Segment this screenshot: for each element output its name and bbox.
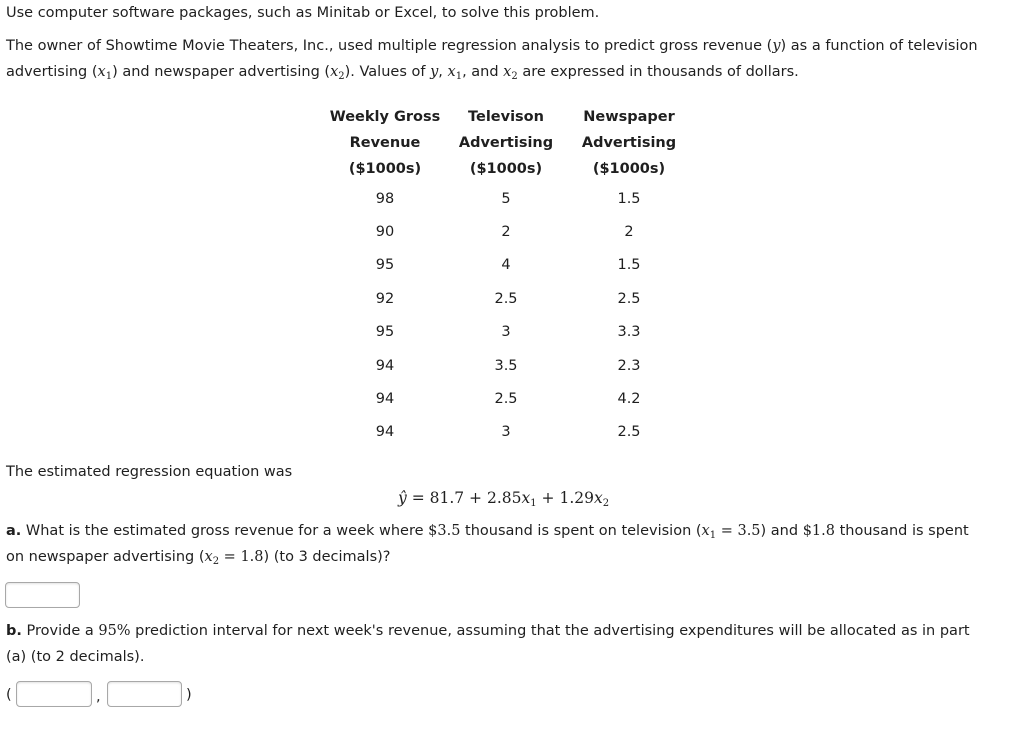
eq-intercept: 81.7 (429, 489, 465, 507)
part-a-line-2: on newspaper advertising $(x_2 = 1.8)$ (to 3 decimals)? (6, 549, 391, 567)
x1-value: 3.5 (737, 523, 761, 539)
interval-separator: , (96, 689, 101, 705)
var-x1: x (97, 64, 106, 80)
var-x2-2: x (503, 64, 512, 80)
estimated-equation-label: The estimated regression equation was (6, 464, 293, 480)
np-amount: $1.8 (802, 523, 835, 539)
table-header-row (322, 104, 694, 182)
part-b-upper-input[interactable] (107, 681, 182, 707)
part-a-line-1: a. What is the estimated gross revenue for a week where $3.5 thousand is spent on television $(x_1 = 3.5)$ and $1.8 thousand is spent (6, 523, 969, 541)
regression-equation: ŷ = $81.7 + 2.85x_1 + 1.29x_2$ (398, 489, 610, 509)
intro-text-2b: ) and newspaper advertising ( (112, 64, 331, 80)
intro-text-2e: are expressed in thousands of dollars. (517, 64, 799, 80)
confidence-percent: 95% (98, 623, 131, 639)
table-row: 92 2.5 2.5 (375, 290, 641, 307)
table-row: 94 3.5 2.3 (375, 357, 641, 374)
x2-value: 1.8 (240, 549, 264, 565)
intro-text-2d: , and (462, 64, 504, 80)
table-row: 95 4 1.5 (375, 257, 641, 274)
intro-text-1a: The owner of Showtime Movie Theaters, Inc., used multiple regression analysis to predict gross revenue ( (6, 38, 773, 54)
interval-close-paren: ) (186, 687, 192, 703)
intro-text-2c: ). Values of (344, 64, 431, 80)
table-row: 90 2 2 (375, 224, 634, 241)
intro-line-1 (6, 38, 978, 54)
part-a-label: a. (6, 523, 22, 539)
part-b-line-2: (a) (to 2 decimals). (6, 649, 145, 665)
var-x1-sub: 1 (105, 71, 113, 82)
interval-open-paren: ( (6, 687, 12, 703)
instruction-text: Use computer software packages, such as Minitab or Excel, to solve this problem. (6, 5, 600, 21)
header-newspaper-advertising: Newspaper Advertising ($1000s) (581, 109, 677, 177)
var-y-2: y (430, 64, 439, 80)
header-tv-advertising: Televison Advertising ($1000s) (458, 109, 554, 177)
part-b-lower-input[interactable] (16, 681, 92, 707)
part-b-label: b. (6, 623, 22, 639)
data-table (322, 104, 694, 449)
eq-b2: 1.29 (559, 489, 594, 507)
table-row: 95 3 3.3 (375, 324, 641, 341)
part-a-answer-input[interactable] (5, 582, 80, 608)
intro-line-2: advertising $(x_1)$ and newspaper advertising $(x_2)$. Values of y, $x_1$, and $x_2$ are expressed in thousands of dollars. (6, 64, 799, 82)
table-row: 94 2.5 4.2 (375, 391, 641, 408)
part-b-line-1: b. Provide a 95% prediction interval for next week's revenue, assuming that the advertising expenditures will be allocated as in part (6, 623, 970, 639)
header-revenue: Weekly Gross Revenue ($1000s) (329, 109, 441, 177)
var-x2-sub: 2 (338, 71, 345, 82)
var-y: y (772, 38, 781, 54)
intro-text-2a: advertising ( (6, 64, 98, 80)
table-row: 94 3 2.5 (375, 424, 641, 441)
intro-text-1b: ) as a function of television (780, 38, 978, 54)
var-x2: x (330, 64, 339, 80)
table-row: 98 5 1.5 (375, 190, 641, 207)
tv-amount: $3.5 (428, 523, 461, 539)
eq-b1: 2.85 (486, 489, 522, 507)
var-x1-2: x (447, 64, 456, 80)
